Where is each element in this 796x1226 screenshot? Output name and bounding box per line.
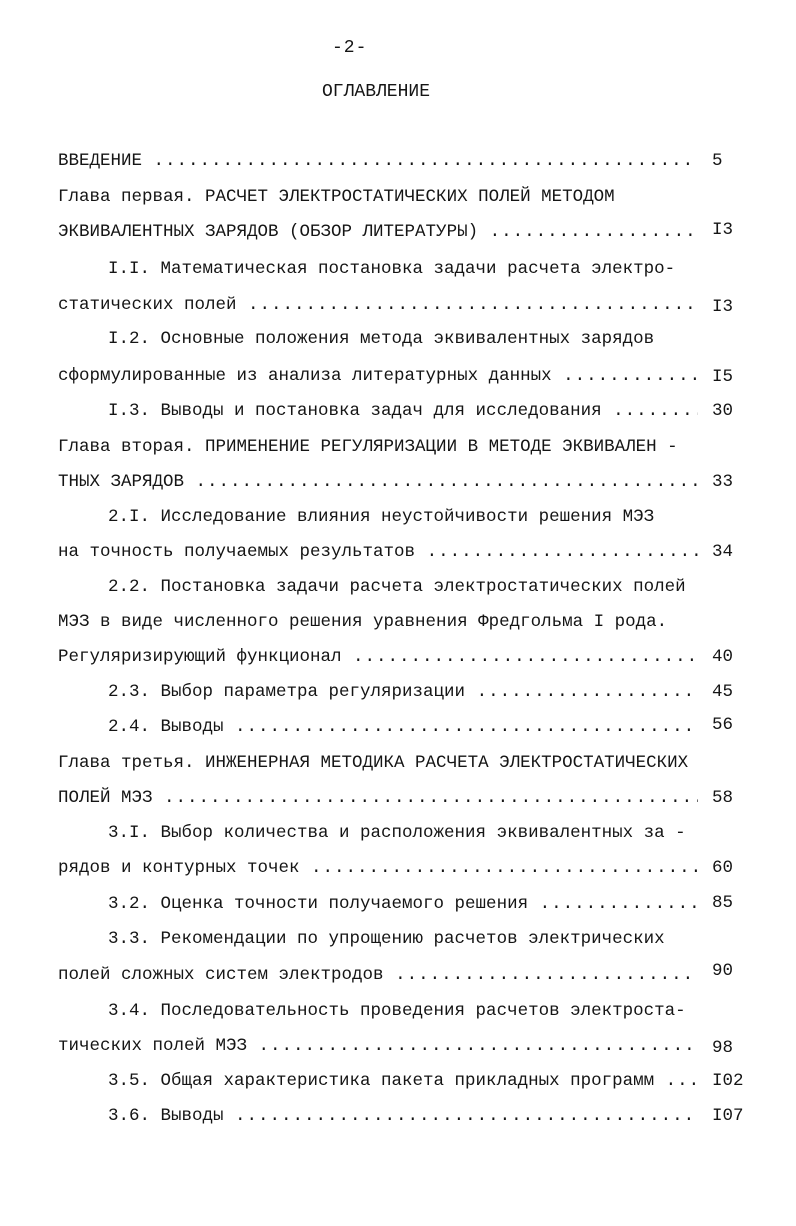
toc-page-chapter-2: 33 bbox=[712, 472, 734, 492]
toc-entry-3-3-line-1: 3.3. Рекомендации по упрощению расчетов электрических bbox=[108, 929, 665, 949]
toc-page-3-4: 98 bbox=[712, 1038, 734, 1058]
toc-entry-2-2-line-3: Регуляризирующий функционал ..... bbox=[58, 646, 698, 668]
toc-entry-chapter-3-line-1: Глава третья. ИНЖЕНЕРНАЯ МЕТОДИКА РАСЧЕТА ЭЛЕКТРОСТАТИЧЕСКИХ bbox=[58, 753, 689, 773]
toc-page-1-3: 30 bbox=[712, 401, 734, 421]
toc-page-3-2: 85 bbox=[712, 893, 734, 913]
toc-page-2-2: 40 bbox=[712, 647, 734, 667]
toc-entry-1-1-line-2: статических полей ..... bbox=[58, 294, 698, 316]
toc-entry-2-2-line-2: МЭЗ в виде численного решения уравнения Фредгольма I рода. bbox=[58, 612, 668, 632]
toc-page-3-3: 90 bbox=[712, 961, 734, 981]
toc-page-3-5: I02 bbox=[712, 1071, 744, 1091]
toc-page-1-1: I3 bbox=[712, 297, 734, 317]
toc-entry-3-4-line-2: тических полей МЭЗ ..... bbox=[58, 1035, 698, 1057]
toc-entry-introduction: ВВЕДЕНИЕ ..... bbox=[58, 150, 698, 172]
toc-entry-3-2: 3.2. Оценка точности получаемого решения ..... bbox=[108, 893, 698, 915]
toc-entry-2-1-line-1: 2.I. Исследование влияния неустойчивости решения МЭЗ bbox=[108, 507, 655, 527]
toc-entry-1-1-line-1: I.I. Математическая постановка задачи расчета электро- bbox=[108, 259, 676, 279]
toc-entry-chapter-2-line-1: Глава вторая. ПРИМЕНЕНИЕ РЕГУЛЯРИЗАЦИИ В МЕТОДЕ ЭКВИВАЛЕН - bbox=[58, 437, 678, 457]
toc-page-introduction: 5 bbox=[712, 151, 723, 171]
toc-entry-chapter-2-line-2: ТНЫХ ЗАРЯДОВ ..... bbox=[58, 471, 698, 493]
toc-entry-chapter-1-line-2: ЭКВИВАЛЕНТНЫХ ЗАРЯДОВ (ОБЗОР ЛИТЕРАТУРЫ) ..... bbox=[58, 221, 698, 243]
toc-entry-2-2-line-1: 2.2. Постановка задачи расчета электростатических полей bbox=[108, 577, 686, 597]
toc-entry-chapter-3-line-2: ПОЛЕЙ МЭЗ ..... bbox=[58, 787, 698, 809]
toc-entry-3-3-line-2: полей сложных систем электродов ..... bbox=[58, 964, 698, 986]
page-title: ОГЛАВЛЕНИЕ bbox=[322, 82, 431, 102]
toc-page-2-4: 56 bbox=[712, 715, 734, 735]
toc-entry-3-1-line-1: 3.I. Выбор количества и расположения эквивалентных за - bbox=[108, 823, 686, 843]
toc-page-1-2: I5 bbox=[712, 367, 734, 387]
toc-entry-3-4-line-1: 3.4. Последовательность проведения расчетов электроста- bbox=[108, 1001, 686, 1021]
toc-page-3-6: I07 bbox=[712, 1106, 744, 1126]
toc-entry-3-5: 3.5. Общая характеристика пакета прикладных программ ..... bbox=[108, 1070, 698, 1092]
toc-entry-2-4: 2.4. Выводы ..... bbox=[108, 716, 698, 738]
toc-page-2-3: 45 bbox=[712, 682, 734, 702]
toc-entry-3-6: 3.6. Выводы ..... bbox=[108, 1105, 698, 1127]
toc-entry-1-3: I.3. Выводы и постановка задач для исследования ..... bbox=[108, 400, 698, 422]
toc-entry-chapter-1-line-1: Глава первая. РАСЧЕТ ЭЛЕКТРОСТАТИЧЕСКИХ ПОЛЕЙ МЕТОДОМ bbox=[58, 187, 615, 207]
toc-entry-1-2-line-1: I.2. Основные положения метода эквивалентных зарядов bbox=[108, 329, 655, 349]
toc-entry-2-3: 2.3. Выбор параметра регуляризации ..... bbox=[108, 681, 698, 703]
toc-page-3-1: 60 bbox=[712, 858, 734, 878]
toc-entry-3-1-line-2: рядов и контурных точек ..... bbox=[58, 857, 698, 879]
toc-page-chapter-1: I3 bbox=[712, 220, 734, 240]
page-number: -2- bbox=[332, 38, 368, 58]
toc-entry-2-1-line-2: на точность получаемых результатов ..... bbox=[58, 541, 698, 563]
toc-page-chapter-3: 58 bbox=[712, 788, 734, 808]
toc-entry-1-2-line-2: сформулированные из анализа литературных данных ..... bbox=[58, 365, 698, 387]
toc-page-2-1: 34 bbox=[712, 542, 734, 562]
